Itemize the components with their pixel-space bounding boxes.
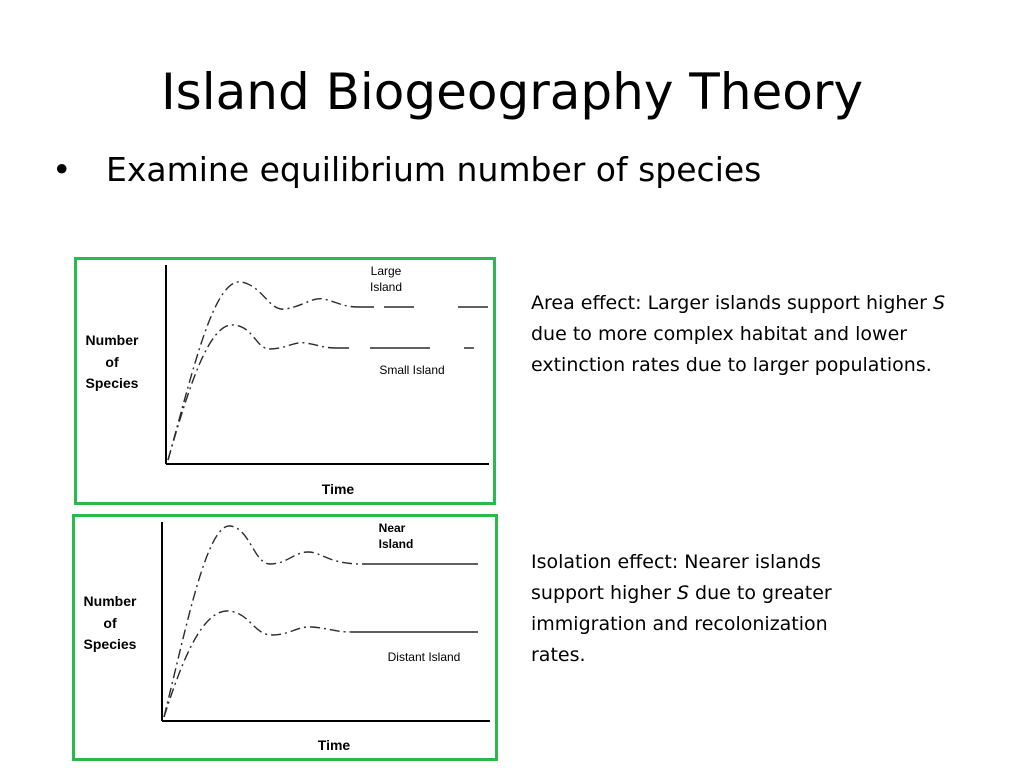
note-text: due to greater immigration and recolonization rates.: [531, 582, 832, 666]
species-symbol: S: [932, 292, 946, 314]
isolation-effect-figure: [72, 514, 498, 761]
species-symbol: S: [676, 582, 690, 604]
y-axis-label-line-3: Species: [83, 636, 137, 652]
slide-title: Island Biogeography Theory: [160, 63, 864, 121]
y-axis-label-line-1: Number: [85, 332, 139, 348]
note-text: Area effect: Larger islands support higher: [531, 292, 933, 314]
note-text: due to more complex habitat and lower extinction rates due to larger populations.: [531, 323, 932, 376]
isolation-effect-note: [531, 547, 871, 671]
bullet-dot: •: [52, 150, 72, 189]
bullet-text: Examine equilibrium number of species: [106, 150, 762, 189]
area-effect-note: [531, 288, 981, 381]
near-island-label-line-2: Island: [378, 537, 414, 551]
near-island-label-line-1: Near: [378, 521, 406, 535]
note-text: Isolation effect: Nearer islands support higher: [531, 551, 821, 604]
distant-island-label: Distant Island: [387, 650, 461, 664]
bullet-item: [52, 150, 761, 190]
y-axis-label-line-2: of: [103, 615, 117, 631]
figure-border: [74, 516, 497, 760]
x-axis-label: Time: [317, 737, 351, 753]
small-island-label: Small Island: [379, 363, 445, 377]
large-island-label-line-2: Island: [369, 280, 403, 294]
y-axis-label-line-3: Species: [85, 375, 139, 391]
isolation-effect-graph: [72, 514, 498, 761]
y-axis-label-line-1: Number: [83, 593, 137, 609]
large-island-label-line-1: Large: [370, 264, 402, 278]
y-axis-label-line-2: of: [105, 354, 119, 370]
area-effect-graph: [74, 257, 496, 505]
x-axis-label: Time: [321, 481, 355, 497]
area-effect-figure: [74, 257, 496, 505]
